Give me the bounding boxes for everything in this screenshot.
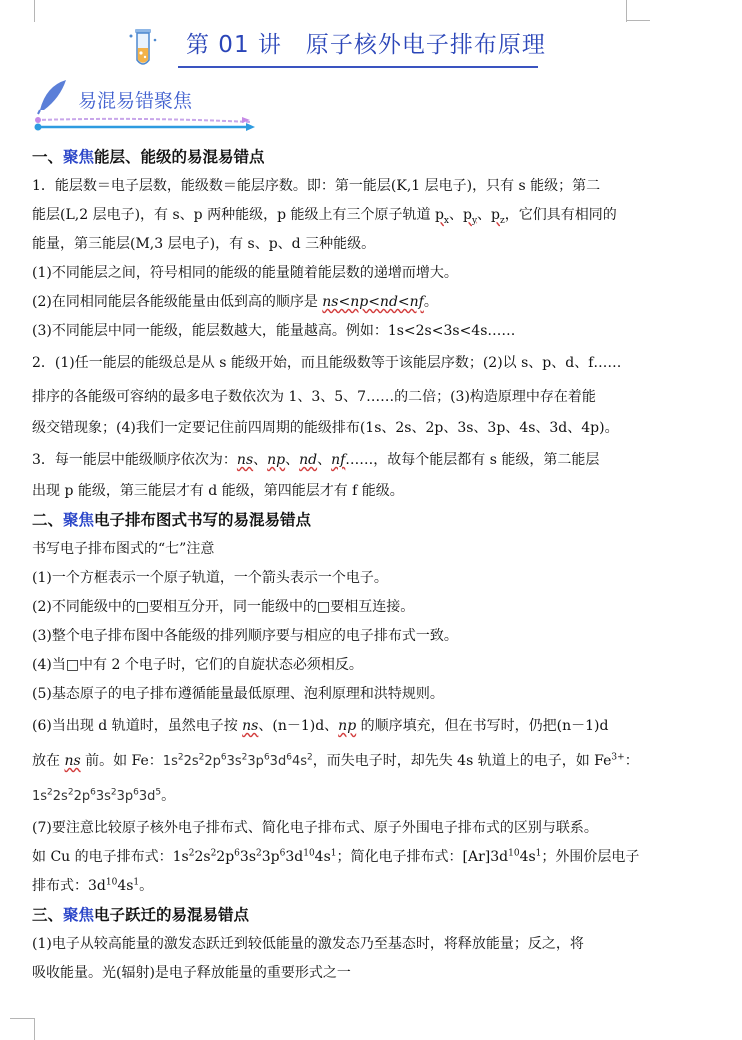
page-corner-mark: [34, 1018, 35, 1040]
orbital-term: 4s: [117, 878, 134, 894]
orbital-term: 3p: [261, 849, 280, 865]
orbital-term: 4s: [314, 849, 331, 865]
fe3-config: [32, 789, 161, 804]
paragraph: (3)不同能层中同一能级，能层数越大，能量越高。例如：1s<2s<3s<4s……: [32, 323, 516, 339]
page-corner-mark: [10, 1018, 34, 1019]
title-underline: [178, 66, 538, 68]
orbital-term: 3s: [239, 849, 256, 865]
section-heading: 二、聚焦电子排布图式书写的易混易错点: [32, 511, 312, 529]
orbital-term: 2p: [204, 754, 221, 769]
orbital-term: 3d: [490, 849, 509, 865]
orbital-term: 3p: [116, 789, 134, 804]
paragraph: (1)电子从较高能量的激发态跃迁到较低能量的激发态乃至基态时，将释放能量；反之，将: [32, 936, 584, 952]
section-banner: [34, 76, 264, 136]
orbital-term: 2p: [73, 789, 91, 804]
list-item: (2)不同能级中的□要相互分开，同一能级中的□要相互连接。: [32, 599, 415, 615]
orbital-term: 1s: [32, 789, 48, 804]
electron-count: 6: [90, 787, 96, 798]
list-item: (6)当出现 d 轨道时，虽然电子按 ns、(n－1)d、np 的顺序填充，但在书写时，仍把(n－1)d: [32, 718, 609, 734]
electron-count: 2: [256, 848, 262, 859]
list-item: $1s^22s^22p^63s^23p^63d^5$。: [32, 787, 176, 804]
electron-count: 1: [330, 848, 337, 859]
electron-count: 2: [198, 752, 205, 763]
list-item: (3)整个电子排布图中各能级的排列顺序要与相应的电子排布式一致。: [32, 628, 458, 644]
electron-count: 2: [177, 752, 184, 763]
paragraph: 级交错现象；(4)我们一定要记住前四周期的能级排布(1s、2s、2p、3s、3p、4s、3d、4p)。: [32, 420, 619, 436]
section-heading: 三、聚焦电子跃迁的易混易错点: [32, 906, 250, 924]
electron-count: 2: [110, 787, 117, 798]
paragraph: (2)在同相同能层各能级能量由低到高的顺序是 ns<np<nd<nf。: [32, 294, 438, 310]
orbital-term: 2p: [216, 849, 235, 865]
electron-count: 10: [105, 877, 118, 888]
page-corner-mark: [10, 0, 35, 22]
electron-count: 2: [188, 848, 195, 859]
orbital-term: 3p: [247, 754, 264, 769]
list-item: 如 Cu 的电子排布式：$1s^22s^22p^63s^23p^63d^{10}4s^1$；简化电子排布式：$[Ar]3d^{10}4s^1$；外围价层电子: [32, 848, 640, 865]
page-header: [120, 22, 546, 72]
electron-count: 2: [67, 787, 74, 798]
electron-count: 6: [286, 752, 292, 763]
orbital-term: 2s: [194, 849, 211, 865]
orbital-term: 2s: [52, 789, 68, 804]
paragraph: 1．能层数＝电子层数，能级数＝能层序数。即：第一能层(K,1 层电子)，只有 s 能级；第二: [32, 178, 601, 194]
page-title: 第 01 讲 原子核外电子排布原理: [186, 32, 546, 58]
electron-count: 5: [155, 787, 162, 798]
section-heading: 一、聚焦能层、能级的易混易错点: [32, 148, 265, 166]
paragraph: 书写电子排布图式的“七”注意: [32, 541, 215, 557]
electron-count: 1: [535, 848, 542, 859]
test-tube-icon: [124, 26, 164, 70]
paragraph: 能量，第三能层(M,3 层电子)，有 s、p、d 三种能级。: [32, 236, 376, 252]
page-corner-mark: [626, 0, 651, 22]
paragraph: 吸收能量。光(辐射)是电子释放能量的重要形式之一: [32, 965, 351, 981]
orbital-term: 4s: [291, 754, 307, 769]
orbital-term: 3d: [88, 878, 106, 894]
electron-count: 6: [263, 752, 270, 763]
orbital-term: 2s: [183, 754, 199, 769]
electron-count: 2: [306, 752, 313, 763]
electron-count: 6: [220, 752, 227, 763]
list-item: 放在 ns 前。如 Fe：$1s^22s^22p^63s^23p^63d^64s^2$，而失电子时，却先失 4s 轨道上的电子，如 $Fe^{3+}$：: [32, 752, 639, 769]
electron-count: 6: [279, 848, 286, 859]
list-item: (4)当□中有 2 个电子时，它们的自旋状态必须相反。: [32, 657, 363, 673]
fe-config: [163, 754, 313, 769]
orbital-term: 1s: [162, 754, 178, 769]
cu-config: [173, 849, 337, 865]
orbital-term: 3d: [285, 849, 304, 865]
electron-count: 10: [508, 848, 520, 859]
orbital-term: 3d: [269, 754, 287, 769]
banner-label: 易混易错聚焦: [78, 90, 193, 112]
orbital-term: 4s: [519, 849, 536, 865]
paragraph: 排序的各能级可容纳的最多电子数依次为 1、3、5、7……的二倍；(3)构造原理中存在着能: [32, 389, 596, 405]
paragraph: 3．每一能层中能级顺序依次为：ns、np、nd、nf……，故每个能层都有 s 能级，第二能层: [32, 452, 600, 468]
paragraph: 能层(L,2 层电子)，有 s、p 两种能级，p 能级上有三个原子轨道 $p_x$、$p_y$、$p_z$，它们具有相同的: [32, 207, 617, 226]
orbital-term: 3d: [138, 789, 156, 804]
electron-count: 2: [241, 752, 248, 763]
document-body: [32, 143, 640, 988]
cu-short-config: [490, 849, 541, 865]
electron-count: 1: [133, 877, 140, 888]
list-item: 排布式：$3d^{10}4s^1$。: [32, 877, 154, 894]
electron-count: 2: [210, 848, 217, 859]
page-corner-mark: [626, 20, 650, 21]
paragraph: 2．(1)任一能层的能级总是从 s 能级开始，而且能级数等于该能层序数；(2)以 s、p、d、f……: [32, 355, 622, 371]
electron-count: 2: [47, 787, 53, 798]
cu-valence-config: [88, 878, 139, 894]
paragraph: (1)不同能层之间，符号相同的能级的能量随着能层数的递增而增大。: [32, 265, 458, 281]
electron-count: 6: [133, 787, 139, 798]
list-item: (5)基态原子的电子排布遵循能量最低原理、泡利原理和洪特规则。: [32, 686, 444, 702]
paragraph: 出现 p 能级，第三能层才有 d 能级，第四能层才有 f 能级。: [32, 483, 404, 499]
electron-count: 10: [303, 848, 315, 859]
orbital-term: 3s: [226, 754, 242, 769]
list-item: (7)要注意比较原子核外电子排布式、简化电子排布式、原子外围电子排布式的区别与联系。: [32, 820, 598, 836]
list-item: (1)一个方框表示一个原子轨道，一个箭头表示一个电子。: [32, 570, 388, 586]
orbital-term: 3s: [95, 789, 111, 804]
electron-count: 6: [234, 848, 240, 859]
orbital-term: 1s: [172, 849, 189, 865]
